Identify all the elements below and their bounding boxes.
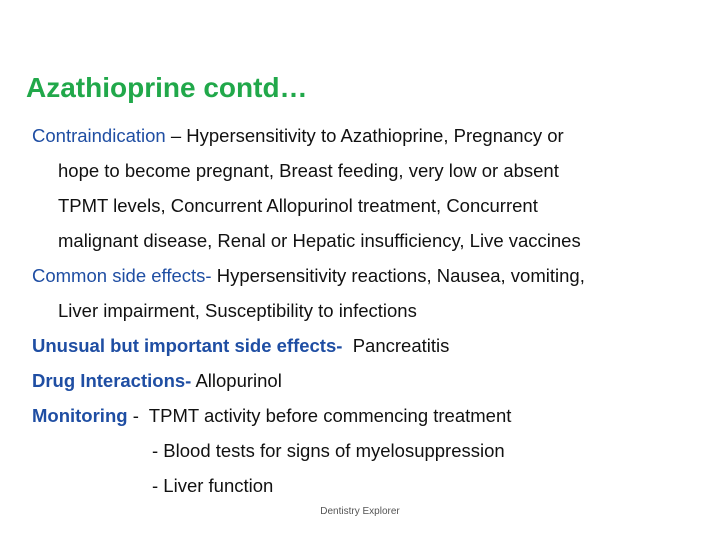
- unusual-side-effects-text: Pancreatitis: [342, 335, 450, 356]
- monitoring-line-2: - Blood tests for signs of myelosuppression: [152, 440, 505, 461]
- contraindication-text: – Hypersensitivity to Azathioprine, Pregnancy or: [165, 125, 564, 146]
- contraindication-line-4: malignant disease, Renal or Hepatic insufficiency, Live vaccines: [58, 230, 581, 251]
- contraindication-label: Contraindication: [32, 125, 166, 146]
- footer-text: Dentistry Explorer: [320, 506, 400, 517]
- unusual-side-effects-line: [32, 328, 702, 363]
- common-side-effects-line-1: [32, 258, 702, 293]
- drug-interactions-text: Allopurinol: [191, 370, 282, 391]
- monitoring-label: Monitoring: [32, 405, 128, 426]
- monitoring-line-3: - Liver function: [152, 475, 274, 496]
- drug-interactions-label: Drug Interactions-: [32, 370, 192, 391]
- slide-body: [32, 118, 702, 503]
- contraindication-line-2: hope to become pregnant, Breast feeding, very low or absent: [58, 160, 559, 181]
- slide-title: Azathioprine contd…: [26, 72, 308, 103]
- drug-interactions-line: [32, 363, 702, 398]
- common-side-effects-line-2: Liver impairment, Susceptibility to infections: [58, 300, 417, 321]
- contraindication-line-1: [32, 118, 702, 153]
- common-side-effects-text: Hypersensitivity reactions, Nausea, vomiting,: [211, 265, 585, 286]
- monitoring-line-1: [32, 398, 702, 433]
- contraindication-line-3: TPMT levels, Concurrent Allopurinol treatment, Concurrent: [58, 195, 538, 216]
- unusual-side-effects-label: Unusual but important side effects-: [32, 335, 343, 356]
- monitoring-text: - TPMT activity before commencing treatment: [127, 405, 512, 426]
- common-side-effects-label: Common side effects-: [32, 265, 212, 286]
